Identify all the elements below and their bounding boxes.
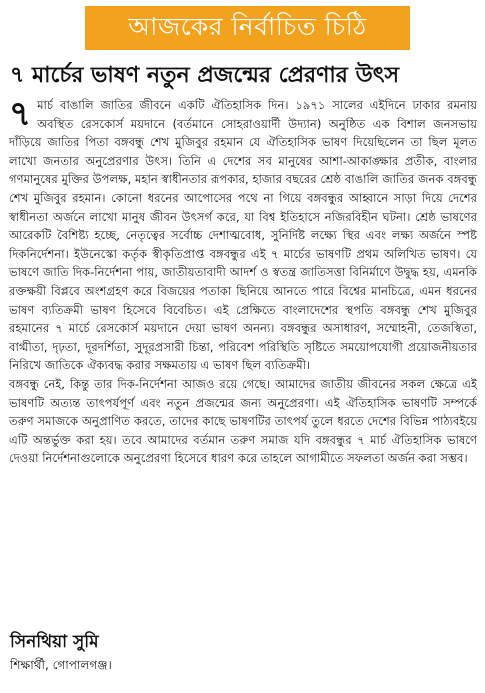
drop-cap: ৭ bbox=[9, 94, 32, 134]
section-banner bbox=[85, 6, 410, 50]
paragraph-1-text: মার্চ বাঙালি জাতির জীবনে একটি ঐতিহাসিক দিন। ১৯৭১ সালের এইদিনে ঢাকার রমনায় অবস্থিত রেসকোর্স ময়দানে (বর্তমানে সোহরাওয়ার্দী উদ্যান) অনুষ্ঠিত এক বিশাল জনসভায় দাঁড়িয়ে জাতির পিতা বঙ্গবন্ধু শেখ মুজিবুর রহমান যে ঐতিহাসিক ভাষণ দিয়েছিলেন তা ছিল মূলত লাখো জনতার অনুপ্রেরণার উৎস। তিনি এ দেশের সব মানুষের আশা-আকাঙ্ক্ষার প্রতীক, বাংলার গণমানুষের মুক্তির উপলক্ষ, মহান স্বাধীনতার রূপকার, হাজার বছরের শ্রেষ্ঠ বাঙালি জাতির জনক বঙ্গবন্ধু শেখ মুজিবুর রহমান। কোনো ধরনের আপোসের পথে না গিয়ে বঙ্গবন্ধুর আহ্বানে সাড়া দিয়ে দেশের স্বাধীনতা অর্জনে লাখো মানুষ জীবন উৎসর্গ করে, যা বিশ্ব ইতিহাসে নজিরবিহীন ঘটনা। শ্রেষ্ঠ ভাষণের আরেকটি বৈশিষ্ট্য হচ্ছে, নেতৃত্বের সর্বোচ্চ দেশাত্মবোধ, সুনির্দিষ্ট লক্ষ্যে স্থির এবং লক্ষ্য অর্জনে স্পষ্ট দিকনির্দেশনা। ইউনেস্কো কর্তৃক স্বীকৃতিপ্রাপ্ত বঙ্গবন্ধুর এই ৭ মার্চের ভাষণটি প্রথম অলিখিত ভাষণ। যে ভাষণে জাতি দিক-নির্দেশনা পায়, জাতীয়তাবাদী আদর্শ ও স্বতন্ত্র জাতিসত্তা বিনির্মাণে উদ্বুদ্ধ হয়, এমনকি রক্তক্ষয়ী বিপ্লবে অংশগ্রহণ করে বিজয়ের পতাকা ছিনিয়ে আনতে পারে বিশ্বের মানচিত্রে, এমন ধরনের ভাষণ ব্যতিক্রমী ভাষণ হিসেবে বিবেচিত। এই প্রেক্ষিতে বাংলাদেশের স্থপতি বঙ্গবন্ধু শেখ মুজিবুর রহমানের ৭ মার্চে রেসকোর্স ময়দানে দেয়া ভাষণ অনন্য। বঙ্গবন্ধুর অসাধারণ, সম্মোহনী, তেজস্বিতা, বাগ্মীতা, দৃঢ়তা, দূরদর্শিতা, সুদূরপ্রসারী চিন্তা, পরিবেশ পরিস্থিতি সৃষ্টিতে সময়োপযোগী প্রয়োজনীয়তার নিরিখে জাতিকে ঐক্যবদ্ধ করার সক্ষমতায় এ ভাষণ ছিল ব্যতিক্রমী। bbox=[9, 98, 477, 373]
letter-headline: ৭ মার্চের ভাষণ নতুন প্রজন্মের প্রেরণার উৎস bbox=[10, 63, 400, 88]
banner-title: আজকের নির্বাচিত চিঠি bbox=[128, 11, 367, 41]
body-paragraph-1 bbox=[9, 96, 477, 375]
author-details: শিক্ষার্থী, গোপালগঞ্জ। bbox=[10, 658, 112, 672]
author-name: সিনথিয়া সুমি bbox=[10, 632, 99, 652]
body-paragraph-2: বঙ্গবন্ধু নেই, কিন্তু তার দিক-নির্দেশনা আজও রয়ে গেছে। আমাদের জাতীয় জীবনের সকল ক্ষেত্রে এই ভাষণটি অত্যন্ত তাৎপর্যপূর্ণ এবং নতুন প্রজন্মের জন্য অনুপ্রেরণা। এই ঐতিহাসিক ভাষণটি সম্পর্কে তরুণ সমাজকে অনুপ্রাণিত করতে, তাদের কাছে ভাষণটির তাৎপর্য তুলে ধরতে দেশের বিভিন্ন পাঠ্যবইয়ে এটি অন্তর্ভুক্ত করা হয়। তবে আমাদের বর্তমান তরুণ সমাজ যদি বঙ্গবন্ধুর ৭ মার্চ ঐতিহাসিক ভাষণে দেওয়া নির্দেশনাগুলোকে অনুপ্রেরণা হিসেবে ধারণ করে তাহলে আগামীতে সফলতা অর্জন করা সম্ভব। bbox=[9, 376, 477, 466]
letter-body bbox=[9, 96, 477, 468]
